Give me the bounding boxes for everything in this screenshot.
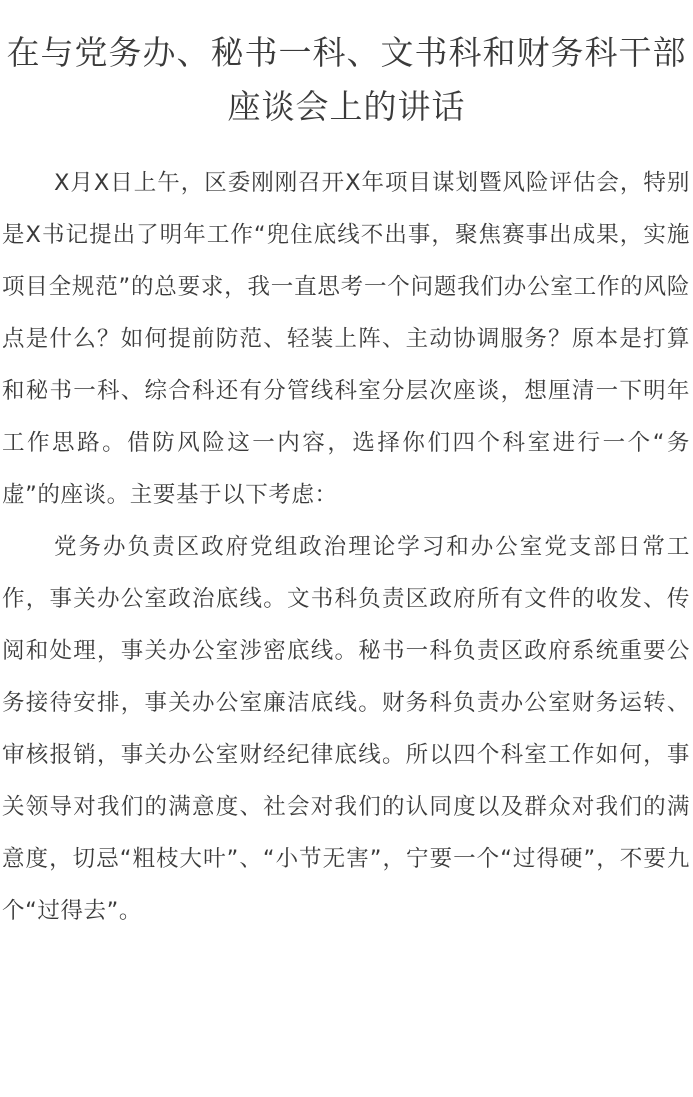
- document-title: 在与党务办、秘书一科、文书科和财务科干部座谈会上的讲话: [6, 33, 687, 126]
- paragraph-2: 党务办负责区政府党组政治理论学习和办公室党支部日常工作，事关办公室政治底线。文书科负责区政府所有文件的收发、传阅和处理，事关办公室涉密底线。秘书一科负责区政府系统重要公务接待安排，事关办公室廉洁底线。财务科负责办公室财务运转、审核报销，事关办公室财经纪律底线。所以四个科室工作如何，事关领导对我们的满意度、社会对我们的认同度以及群众对我们的满意度，切忌“粗枝大叶”、“小节无害”，宁要一个“过得硬”，不要九个“过得去”。: [2, 534, 690, 924]
- document-body: [2, 157, 690, 937]
- paragraph-1: X月X日上午，区委刚刚召开X年项目谋划暨风险评估会，特别是X书记提出了明年工作“兜住底线不出事，聚焦赛事出成果，实施项目全规范”的总要求，我一直思考一个问题我们办公室工作的风险点是什么？如何提前防范、轻装上阵、主动协调服务？原本是打算和秘书一科、综合科还有分管线科室分层次座谈，想厘清一下明年工作思路。借防风险这一内容，选择你们四个科室进行一个“务虚”的座谈。主要基于以下考虑：: [2, 170, 690, 508]
